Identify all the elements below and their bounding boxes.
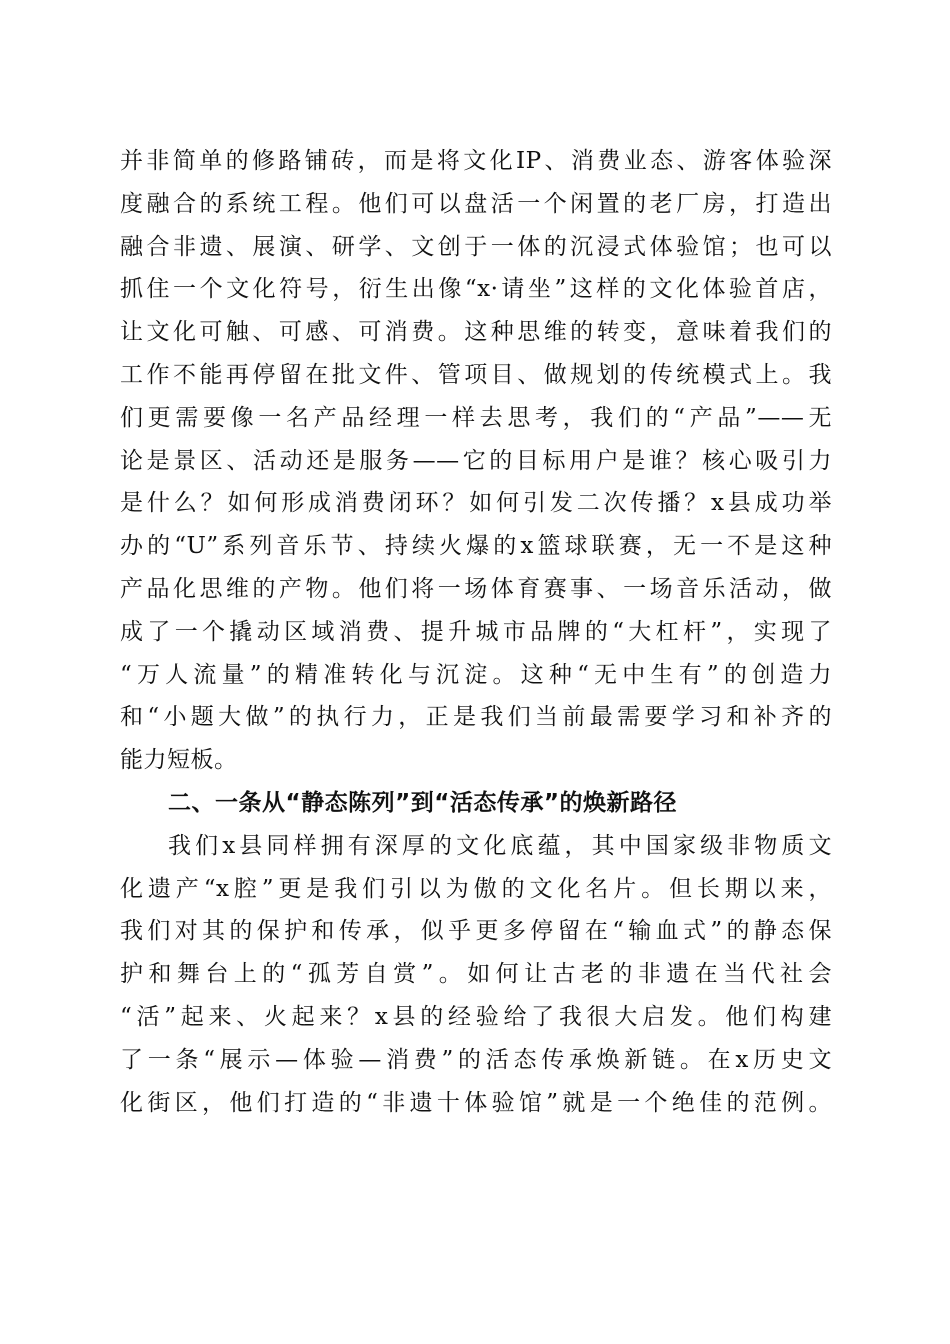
paragraph-1	[120, 140, 832, 782]
paragraph-line: 让文化可触、可感、可消费。这种思维的转变，意味着我们的	[120, 319, 832, 346]
paragraph-line: 了一条“展示—体验—消费”的活态传承焕新链。在x历史文	[120, 1046, 832, 1073]
document-page	[120, 140, 832, 1124]
paragraph-line: 工作不能再停留在批文件、管项目、做规划的传统模式上。我	[120, 361, 832, 388]
paragraph-line: 我们对其的保护和传承，似乎更多停留在“输血式”的静态保	[120, 918, 832, 945]
paragraph-line: 度融合的系统工程。他们可以盘活一个闲置的老厂房，打造出	[120, 190, 832, 217]
paragraph-line: 论是景区、活动还是服务——它的目标用户是谁？核心吸引力	[120, 447, 832, 474]
paragraph-line: 抓住一个文化符号，衍生出像“x·请坐”这样的文化体验首店，	[120, 276, 832, 303]
paragraph-line: 融合非遗、展演、研学、文创于一体的沉浸式体验馆；也可以	[120, 233, 832, 260]
paragraph-line: 化街区，他们打造的“非遗十体验馆”就是一个绝佳的范例。	[120, 1089, 832, 1116]
paragraph-line: 和“小题大做”的执行力，正是我们当前最需要学习和补齐的	[120, 704, 832, 731]
paragraph-line: 化遗产“x腔”更是我们引以为傲的文化名片。但长期以来，	[120, 875, 832, 902]
paragraph-line: 并非简单的修路铺砖，而是将文化IP、消费业态、游客体验深	[120, 148, 832, 174]
paragraph-line: 是什么？如何形成消费闭环？如何引发二次传播？x县成功举	[120, 490, 832, 517]
paragraph-line: 办的“U”系列音乐节、持续火爆的x篮球联赛，无一不是这种	[120, 533, 832, 560]
paragraph-line: “万人流量”的精准转化与沉淀。这种“无中生有”的创造力	[120, 661, 832, 688]
paragraph-line: 们更需要像一名产品经理一样去思考，我们的“产品”——无	[120, 404, 832, 431]
paragraph-2	[120, 825, 832, 1125]
paragraph-line: 我们x县同样拥有深厚的文化底蕴，其中国家级非物质文	[168, 832, 832, 859]
paragraph-line: 产品化思维的产物。他们将一场体育赛事、一场音乐活动，做	[120, 575, 832, 602]
paragraph-line: “活”起来、火起来？x县的经验给了我很大启发。他们构建	[120, 1003, 832, 1030]
paragraph-line: 护和舞台上的“孤芳自赏”。如何让古老的非遗在当代社会	[120, 961, 832, 988]
paragraph-line: 成了一个撬动区域消费、提升城市品牌的“大杠杆”，实现了	[120, 618, 832, 645]
paragraph-line: 能力短板。	[120, 747, 238, 774]
section-heading: 二、一条从“静态陈列”到“活态传承”的焕新路径	[168, 789, 677, 816]
